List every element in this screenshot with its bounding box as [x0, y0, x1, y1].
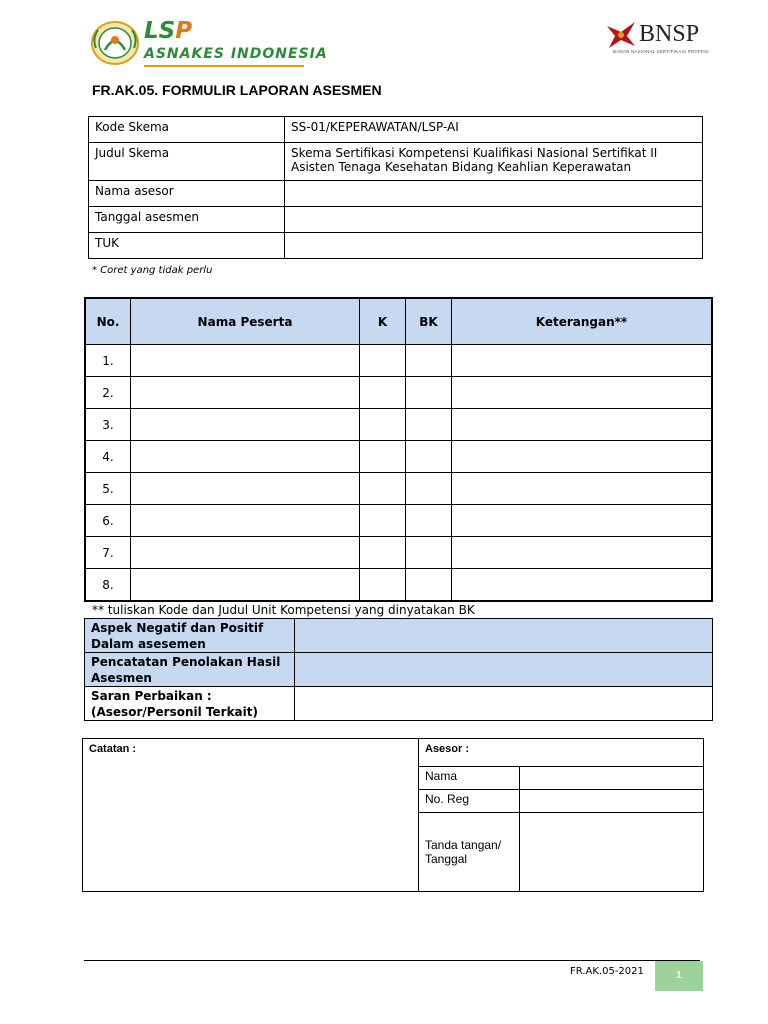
- asesor-label: Asesor :: [419, 739, 704, 767]
- footer-form-code: FR.AK.05-2021: [570, 966, 644, 977]
- aspek-label: Aspek Negatif dan Positif Dalam asesemen: [85, 619, 295, 653]
- saran-label: Saran Perbaikan : (Asesor/Personil Terkait): [85, 687, 295, 721]
- k-cell[interactable]: [360, 441, 406, 473]
- k-cell[interactable]: [360, 569, 406, 602]
- noreg-label: No. Reg: [419, 790, 520, 813]
- col-k-header: K: [360, 298, 406, 345]
- keterangan-cell[interactable]: [452, 569, 713, 602]
- col-no-header: No.: [85, 298, 131, 345]
- keterangan-cell[interactable]: [452, 505, 713, 537]
- keterangan-cell[interactable]: [452, 345, 713, 377]
- keterangan-cell[interactable]: [452, 377, 713, 409]
- table-row: [89, 143, 703, 181]
- bk-cell[interactable]: [406, 441, 452, 473]
- keterangan-cell[interactable]: [452, 441, 713, 473]
- nama-asesor-field[interactable]: [285, 181, 703, 207]
- row-number: 5.: [85, 473, 131, 505]
- k-cell[interactable]: [360, 345, 406, 377]
- table-row: [83, 739, 704, 767]
- peserta-table: [84, 297, 713, 602]
- asesor-ttd-field[interactable]: [520, 813, 704, 892]
- nama-peserta-cell[interactable]: [131, 569, 360, 602]
- nama-peserta-cell[interactable]: [131, 473, 360, 505]
- k-cell[interactable]: [360, 473, 406, 505]
- asesor-nama-field[interactable]: [520, 767, 704, 790]
- keterangan-cell[interactable]: [452, 473, 713, 505]
- table-row: [85, 441, 712, 473]
- bk-cell[interactable]: [406, 537, 452, 569]
- col-nama-header: Nama Peserta: [131, 298, 360, 345]
- keterangan-cell[interactable]: [452, 537, 713, 569]
- nama-peserta-cell[interactable]: [131, 345, 360, 377]
- table-row: [85, 687, 713, 721]
- row-number: 7.: [85, 537, 131, 569]
- nama-peserta-cell[interactable]: [131, 441, 360, 473]
- asesor-noreg-field[interactable]: [520, 790, 704, 813]
- aspek-table: [84, 618, 713, 721]
- table-row: [85, 569, 712, 602]
- keterangan-cell[interactable]: [452, 409, 713, 441]
- tanggal-asesmen-label: Tanggal asesmen: [89, 207, 285, 233]
- saran-field[interactable]: [295, 687, 713, 721]
- bnsp-logo-subtitle: BADAN NASIONAL SERTIFIKASI PROFESI: [613, 49, 709, 54]
- info-table: [88, 116, 703, 259]
- col-bk-header: BK: [406, 298, 452, 345]
- catatan-field[interactable]: [83, 739, 419, 892]
- row-number: 4.: [85, 441, 131, 473]
- catatan-label: Catatan :: [89, 743, 137, 755]
- bk-cell[interactable]: [406, 569, 452, 602]
- aspek-field[interactable]: [295, 619, 713, 653]
- footer-divider: [84, 960, 700, 961]
- page-number-badge: 1: [655, 961, 703, 991]
- row-number: 6.: [85, 505, 131, 537]
- catatan-table: [82, 738, 704, 892]
- lsp-logo-ls: LS: [144, 18, 176, 44]
- table-row: [89, 181, 703, 207]
- k-cell[interactable]: [360, 377, 406, 409]
- table-row: [85, 653, 713, 687]
- lsp-logo: [90, 18, 328, 68]
- nama-peserta-cell[interactable]: [131, 505, 360, 537]
- lsp-logo-underline: [144, 65, 304, 67]
- nama-peserta-cell[interactable]: [131, 409, 360, 441]
- tuk-field[interactable]: [285, 233, 703, 259]
- row-number: 3.: [85, 409, 131, 441]
- table-row: [85, 619, 713, 653]
- bnsp-emblem-icon: [605, 20, 637, 50]
- coret-note: * Coret yang tidak perlu: [92, 265, 213, 276]
- table-row: [85, 505, 712, 537]
- tuk-label: TUK: [89, 233, 285, 259]
- bk-cell[interactable]: [406, 345, 452, 377]
- k-cell[interactable]: [360, 505, 406, 537]
- col-keterangan-header: Keterangan**: [452, 298, 713, 345]
- bnsp-logo: [605, 20, 720, 60]
- table-header-row: [85, 298, 712, 345]
- judul-skema-label: Judul Skema: [89, 143, 285, 181]
- penolakan-label: Pencatatan Penolakan Hasil Asesmen: [85, 653, 295, 687]
- judul-skema-value[interactable]: Skema Sertifikasi Kompetensi Kualifikasi Nasional Sertifikat II Asisten Tenaga Kesehatan Bidang Keahlian Keperawatan: [285, 143, 703, 181]
- table-row: [89, 207, 703, 233]
- lsp-emblem-icon: [90, 20, 140, 66]
- table-row: [85, 473, 712, 505]
- tanggal-asesmen-field[interactable]: [285, 207, 703, 233]
- table-row: [85, 345, 712, 377]
- bk-cell[interactable]: [406, 505, 452, 537]
- row-number: 8.: [85, 569, 131, 602]
- lsp-logo-text: [144, 18, 192, 44]
- lsp-logo-subtitle: ASNAKES INDONESIA: [144, 46, 328, 62]
- bk-cell[interactable]: [406, 409, 452, 441]
- penolakan-field[interactable]: [295, 653, 713, 687]
- nama-peserta-cell[interactable]: [131, 537, 360, 569]
- nama-peserta-cell[interactable]: [131, 377, 360, 409]
- table-row: [85, 409, 712, 441]
- row-number: 1.: [85, 345, 131, 377]
- table-row: [89, 117, 703, 143]
- table-row: [85, 537, 712, 569]
- page-title: FR.AK.05. FORMULIR LAPORAN ASESMEN: [92, 82, 382, 98]
- table-row: [89, 233, 703, 259]
- k-cell[interactable]: [360, 409, 406, 441]
- bnsp-logo-text: BNSP: [639, 21, 700, 47]
- bk-note: ** tuliskan Kode dan Judul Unit Kompetensi yang dinyatakan BK: [92, 603, 475, 617]
- bk-cell[interactable]: [406, 377, 452, 409]
- kode-skema-value[interactable]: SS-01/KEPERAWATAN/LSP-AI: [285, 117, 703, 143]
- table-row: [85, 377, 712, 409]
- ttd-label: Tanda tangan/ Tanggal: [419, 813, 520, 892]
- lsp-logo-p: P: [175, 18, 193, 44]
- row-number: 2.: [85, 377, 131, 409]
- k-cell[interactable]: [360, 537, 406, 569]
- nama-asesor-label: Nama asesor: [89, 181, 285, 207]
- nama-label: Nama: [419, 767, 520, 790]
- bk-cell[interactable]: [406, 473, 452, 505]
- kode-skema-label: Kode Skema: [89, 117, 285, 143]
